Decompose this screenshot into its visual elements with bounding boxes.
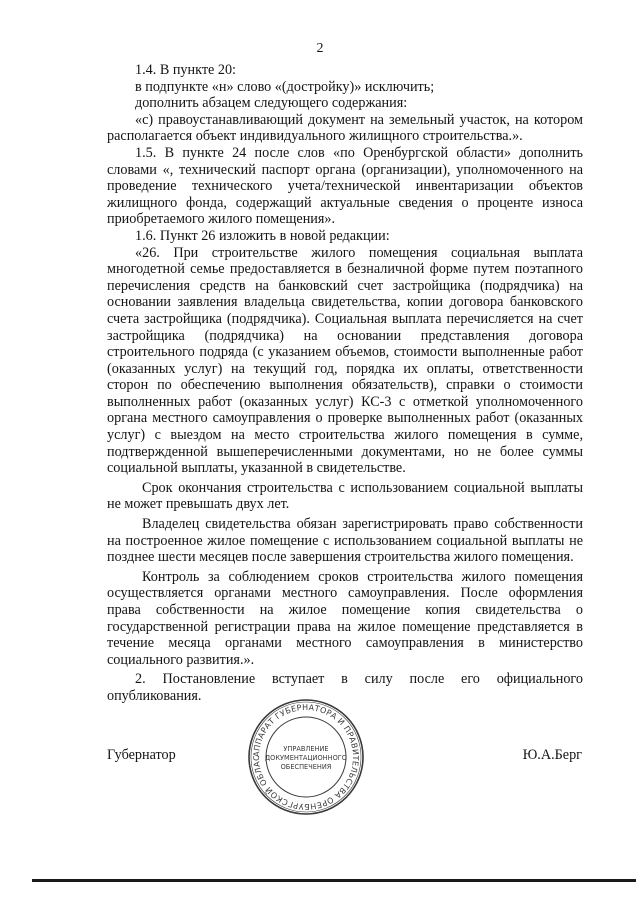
paragraph-1-5: 1.5. В пункте 24 после слов «по Оренбургской области» дополнить словами «, технический паспорт органа (организации), уполномоченного на проведение технического учета/технической инвентаризации объектов жилищного фонда, содержащий актуальные сведения о проценте износа приобретаемого жилого помещения».: [107, 144, 583, 228]
stamp-center-line-1: УПРАВЛЕНИЕ: [283, 745, 329, 753]
paragraph-control: Контроль за соблюдением сроков строительства жилого помещения осуществляется органами местного самоуправления. После оформления права собственности на жилое помещение копия свидетельства о государственной регистрации права на жилое помещение представляется в течение месяца органами местного самоуправления в министерство социального развития.».: [107, 568, 583, 668]
signatory-name: Ю.А.Берг: [522, 747, 582, 763]
stamp-ring-text: АППАРАТ ГУБЕРНАТОРА И ПРАВИТЕЛЬСТВА ОРЕНБУРГСКОЙ ОБЛАС: [251, 702, 361, 812]
paragraph-subitem-n: в подпункте «н» слово «(достройку)» исключить;: [135, 78, 435, 95]
paragraph-clause-c: «с) правоустанавливающий документ на земельный участок, на котором располагается объект индивидуального жилищного строительства.».: [107, 111, 583, 145]
paragraph-26: «26. При строительстве жилого помещения социальная выплата многодетной семье предоставляется в безналичной форме путем поэтапного перечисления средств на банковский счет застройщика (подрядчика) на основании заявления владельца свидетельства, копии договора банковского счета застройщика (подрядчика). Социальная выплата перечисляется на счет застройщика (подрядчика) на основании представления договора строительного подряда (с указанием объемов, стоимости выполненные работ (оказанных услуг) на текущий год, порядка их оплаты, ответственности сторон по обеспечению выполнения обязательств), справки о стоимости выполненных работ (оказанных услуг) КС-3 с отметкой уполномоченного органа местного самоуправления о проверке выполненных работ (оказанных услуг) с выездом на место строительства жилого помещения в сумме, подтвержденной вышеперечисленными документами, но не более суммы социальной выплаты, указанной в свидетельстве.: [107, 244, 583, 477]
paragraph-1-6: 1.6. Пункт 26 изложить в новой редакции:: [135, 227, 390, 244]
page-number: 2: [316, 41, 324, 56]
paragraph-deadline: Срок окончания строительства с использованием социальной выплаты не может превышать двух лет.: [107, 479, 583, 513]
paragraph-2-effect: 2. Постановление вступает в силу после его официального опубликования.: [107, 671, 583, 704]
official-stamp: [246, 697, 366, 817]
paragraph-add-clause: дополнить абзацем следующего содержания:: [135, 95, 408, 112]
paragraph-1-4: 1.4. В пункте 20:: [135, 62, 236, 78]
paragraph-ownership: Владелец свидетельства обязан зарегистрировать право собственности на построенное жилое помещение с использованием социальной выплаты не позднее шести месяцев после завершения строительства жилого помещения.: [107, 516, 583, 566]
document-body: [107, 62, 583, 705]
stamp-center-line-2: ДОКУМЕНТАЦИОННОГО: [265, 754, 347, 762]
bottom-rule: [32, 879, 636, 882]
stamp-center-line-3: ОБЕСПЕЧЕНИЯ: [280, 763, 332, 771]
signatory-title: Губернатор: [107, 747, 176, 763]
